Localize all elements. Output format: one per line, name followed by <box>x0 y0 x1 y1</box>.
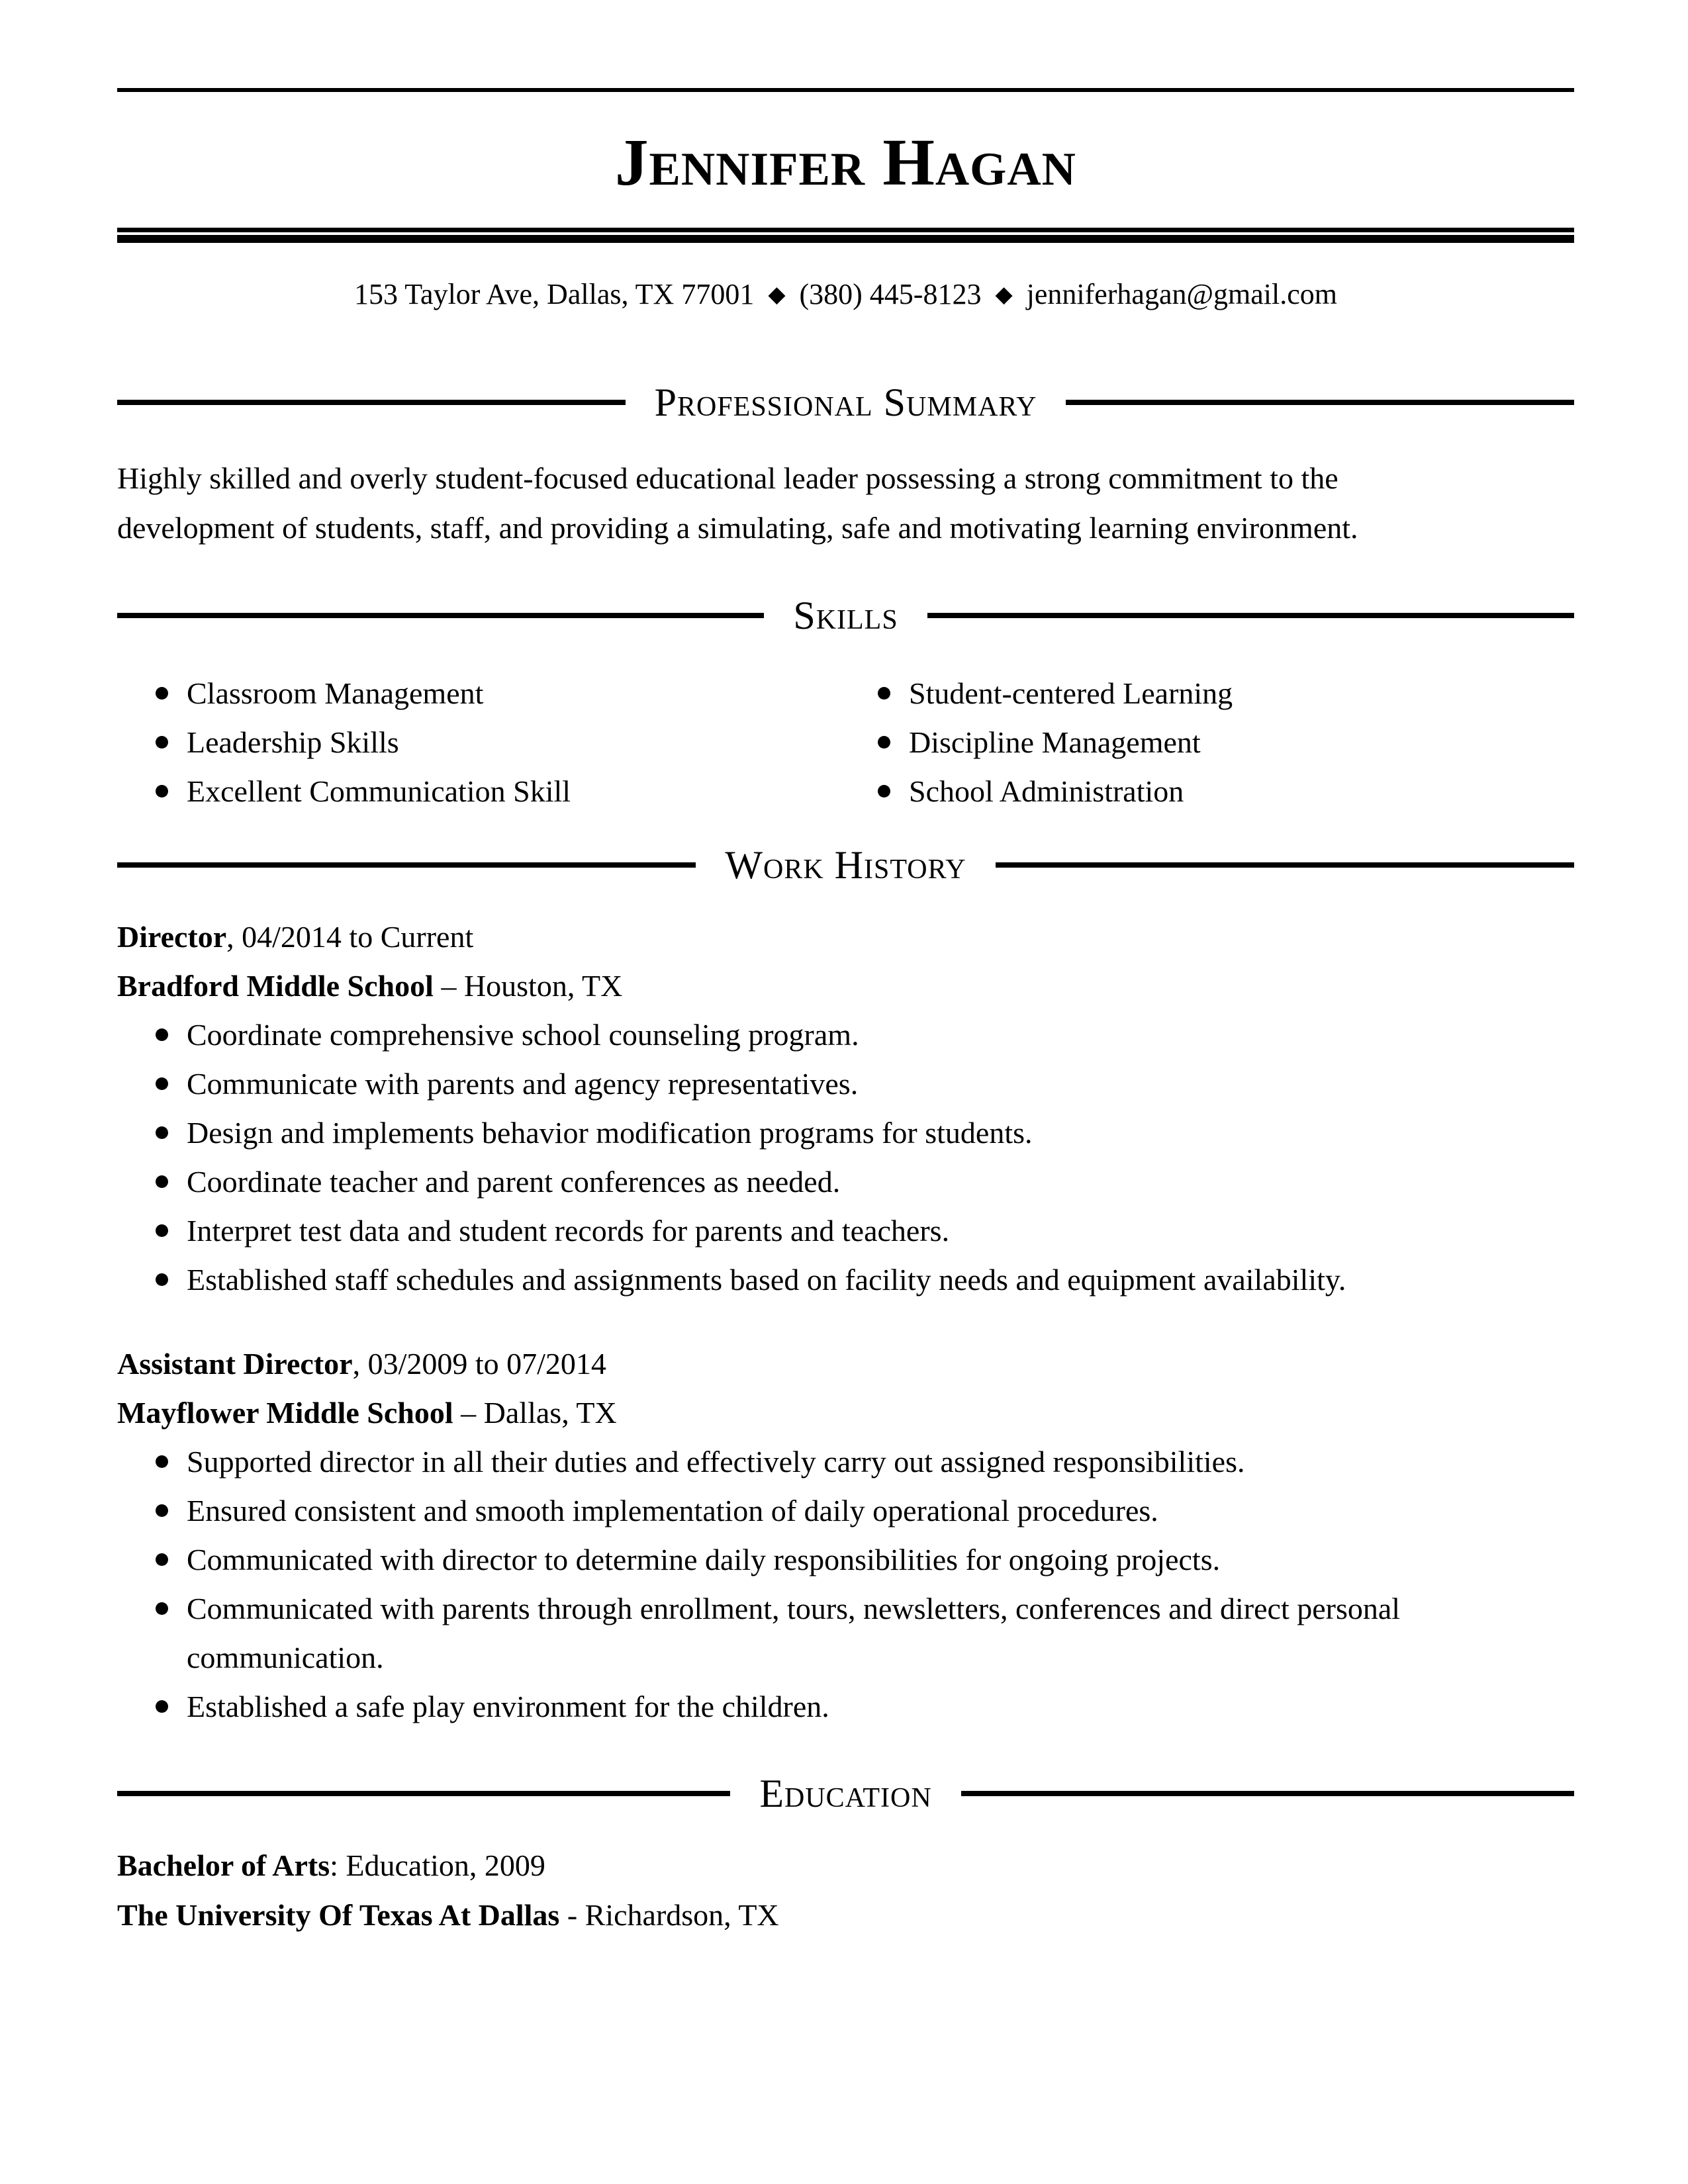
job-title: Assistant Director <box>117 1347 353 1381</box>
bullet-text: Interpret test data and student records for parents and teachers. <box>187 1214 950 1248</box>
heading-rule-left <box>117 613 764 618</box>
section-heading-work-history <box>117 839 1574 891</box>
skill-label: Leadership Skills <box>187 725 399 759</box>
employer-line <box>117 1388 617 1437</box>
bullet-text: Coordinate teacher and parent conferences as needed. <box>187 1165 841 1199</box>
bullet-text: Communicated with director to determine daily responsibilities for ongoing projects. <box>187 1543 1221 1576</box>
school-line <box>117 1891 779 1940</box>
bullet-icon <box>878 785 890 797</box>
bullet-icon <box>156 1028 168 1041</box>
diamond-separator-icon: ◆ <box>768 281 786 308</box>
section-title: Skills <box>793 594 898 637</box>
skill-label: Classroom Management <box>187 676 484 710</box>
bullet-text: Ensured consistent and smooth implementation of daily operational procedures. <box>187 1494 1158 1527</box>
section-title: Education <box>759 1772 932 1815</box>
bullet-icon <box>156 1504 168 1517</box>
bullet-icon <box>156 1077 168 1090</box>
header-top-rule <box>117 88 1574 92</box>
bullet-text: Coordinate comprehensive school counseling program. <box>187 1018 859 1052</box>
bullet-text: Established staff schedules and assignments based on facility needs and equipment availability. <box>187 1263 1346 1297</box>
employer-location: – Dallas, TX <box>453 1396 617 1430</box>
job-title-line <box>117 1340 606 1388</box>
contact-phone: (380) 445-8123 <box>799 278 982 310</box>
heading-rule-right <box>927 613 1574 618</box>
contact-email[interactable]: jenniferhagan@gmail.com <box>1026 278 1337 310</box>
section-heading-skills <box>117 589 1574 642</box>
bullet-icon <box>156 1700 168 1713</box>
section-heading-education <box>117 1767 1574 1820</box>
skill-label: Excellent Communication Skill <box>187 774 571 808</box>
skill-item <box>124 718 399 767</box>
job-title: Director <box>117 920 227 954</box>
bullet-icon <box>156 1602 168 1615</box>
skill-item <box>124 767 571 816</box>
diamond-separator-icon: ◆ <box>995 281 1013 308</box>
bullet-icon <box>156 1126 168 1139</box>
job-bullet <box>124 1060 858 1109</box>
summary-line: Highly skilled and overly student-focused educational leader possessing a strong commitment to the <box>117 461 1338 495</box>
skill-item <box>124 669 483 718</box>
heading-rule-left <box>117 400 626 405</box>
employer-name: Mayflower Middle School <box>117 1396 453 1430</box>
contact-line <box>117 271 1574 320</box>
heading-rule-right <box>1066 400 1574 405</box>
summary-line: development of students, staff, and providing a simulating, safe and motivating learning environment. <box>117 511 1358 545</box>
job-bullet <box>124 1109 1033 1158</box>
bullet-icon <box>156 1224 168 1237</box>
job-dates: , 04/2014 to Current <box>226 920 474 954</box>
section-heading-summary <box>117 376 1574 429</box>
header-thin-rule <box>117 228 1574 232</box>
bullet-icon <box>156 1455 168 1468</box>
skill-item <box>846 669 1233 718</box>
section-title: Work History <box>725 843 966 887</box>
bullet-icon <box>878 736 890 749</box>
header-thick-rule <box>117 235 1574 243</box>
bullet-text: Design and implements behavior modification programs for students. <box>187 1116 1033 1150</box>
bullet-icon <box>878 687 890 700</box>
bullet-text: Supported director in all their duties and effectively carry out assigned responsibilities. <box>187 1445 1245 1479</box>
bullet-text: Communicate with parents and agency representatives. <box>187 1067 859 1101</box>
skill-label: Student-centered Learning <box>909 676 1233 710</box>
bullet-text: Communicated with parents through enrollment, tours, newsletters, conferences and direct personal communication. <box>187 1592 1401 1674</box>
job-bullet <box>124 1584 1544 1682</box>
bullet-icon <box>156 1553 168 1566</box>
skill-label: School Administration <box>909 774 1184 808</box>
school-location: - Richardson, TX <box>559 1898 779 1932</box>
skill-label: Discipline Management <box>909 725 1201 759</box>
skill-item <box>846 718 1201 767</box>
bullet-icon <box>156 1273 168 1286</box>
bullet-text: Established a safe play environment for the children. <box>187 1690 829 1723</box>
heading-rule-right <box>961 1791 1574 1796</box>
job-title-line <box>117 913 473 962</box>
degree-field: : Education, 2009 <box>330 1848 545 1882</box>
section-title: Professional Summary <box>654 381 1037 424</box>
bullet-icon <box>156 687 168 700</box>
job-bullet <box>124 1486 1158 1535</box>
job-bullet <box>124 1011 859 1060</box>
employer-name: Bradford Middle School <box>117 969 434 1003</box>
job-bullet <box>124 1535 1220 1584</box>
job-bullet <box>124 1255 1346 1304</box>
contact-address: 153 Taylor Ave, Dallas, TX 77001 <box>354 278 755 310</box>
bullet-icon <box>156 785 168 797</box>
employer-location: – Houston, TX <box>433 969 623 1003</box>
job-dates: , 03/2009 to 07/2014 <box>352 1347 606 1381</box>
job-bullet <box>124 1206 949 1255</box>
heading-rule-right <box>996 862 1574 868</box>
heading-rule-left <box>117 1791 730 1796</box>
bullet-icon <box>156 736 168 749</box>
heading-rule-left <box>117 862 696 868</box>
bullet-icon <box>156 1175 168 1188</box>
candidate-name: Jennifer Hagan <box>615 125 1076 199</box>
employer-line <box>117 962 622 1011</box>
job-bullet <box>124 1682 829 1731</box>
job-bullet <box>124 1437 1245 1486</box>
degree-line <box>117 1841 545 1890</box>
degree-name: Bachelor of Arts <box>117 1848 330 1882</box>
job-bullet <box>124 1158 840 1206</box>
school-name: The University Of Texas At Dallas <box>117 1898 560 1932</box>
skill-item <box>846 767 1184 816</box>
